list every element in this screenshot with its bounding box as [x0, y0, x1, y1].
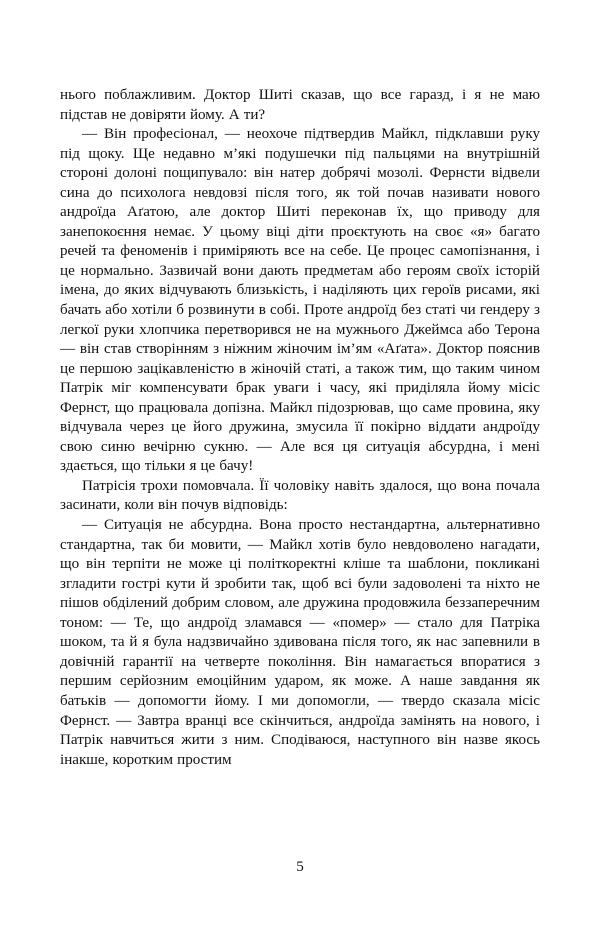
body-paragraph: нього поблажливим. Доктор Шиті сказав, що все гаразд, і я не маю підстав не довіряти йому. А ти? [60, 87, 540, 123]
body-paragraph: — Ситуація не абсурдна. Вона просто нестандартна, альтернативно стандартна, так би мовити, — Майкл хотів було невдоволено нагадати, що він терпіти не може ці політкоректні кліше та шаблони, покликані згладити гострі кути й зробити так, щоб всі були задоволені та ніхто не пішов обділений добрим словом, але дружина продовжила беззаперечним тоном: — Те, що андроїд зламався — «помер» — стало для Патріка шоком, та й я була надзвичайно здивована після того, як нас запевнили в довічній гарантії на четверте покоління. Він намагається впоратися з першим серйозним емоційним ударом, як може. А наше завдання як батьків — допомогти йому. І ми допомогли, — твердо сказала місіс Фернст. — Завтра вранці все скінчиться, андроїда замінять на нового, і Патрік навчиться жити з ним. Сподіваюся, наступного він назве якось інакше, коротким простим [60, 517, 540, 768]
body-paragraph: Патрісія трохи помовчала. Її чоловіку навіть здалося, що вона почала засинати, коли він почув відповідь: [60, 477, 540, 514]
body-paragraph: — Він професіонал, — неохоче підтвердив Майкл, підклавши руку під щоку. Ще недавно м’які подушечки під пальцями на внутрішній стороні долоні пощипувало: він натер добрячі мозолі. Фернсти відвели сина до психолога невдовзі після того, як той почав називати нового андроїда Аґатою, але доктор Шиті переконав їх, що приводу для занепокоєння немає. У цьому віці діти проєктують на своє «я» багато речей та феноменів і приміряють все на себе. Це процес самопізнання, і це нормально. Зазвичай вони дають предметам або героям своїх історій імена, до яких відчувають близькість, і наділяють цих героїв рисами, які бачать або хотіли б розвинути в собі. Проте андроїд без статі чи гендеру з легкої руки хлопчика перетворився не на мужнього Джеймса або Терона — він став створінням з ніжним жіночим ім’ям «Аґата». Доктор пояснив це першою зацікавленістю в жіночій статі, а також тим, що таким чином Патрік міг компенсувати брак уваги і часу, які приділяла йому місіс Фернст, що працювала допізна. Майкл підозрював, що саме провина, яку відчувала через це його дружина, змусила її покірно віддати андроїду свою синю вечірню сукню. — Але вся ця ситуація абсурдна, і мені здається, що тільки я це бачу! [60, 126, 540, 475]
page-text-block [60, 86, 540, 770]
page-number: 5 [296, 859, 304, 875]
